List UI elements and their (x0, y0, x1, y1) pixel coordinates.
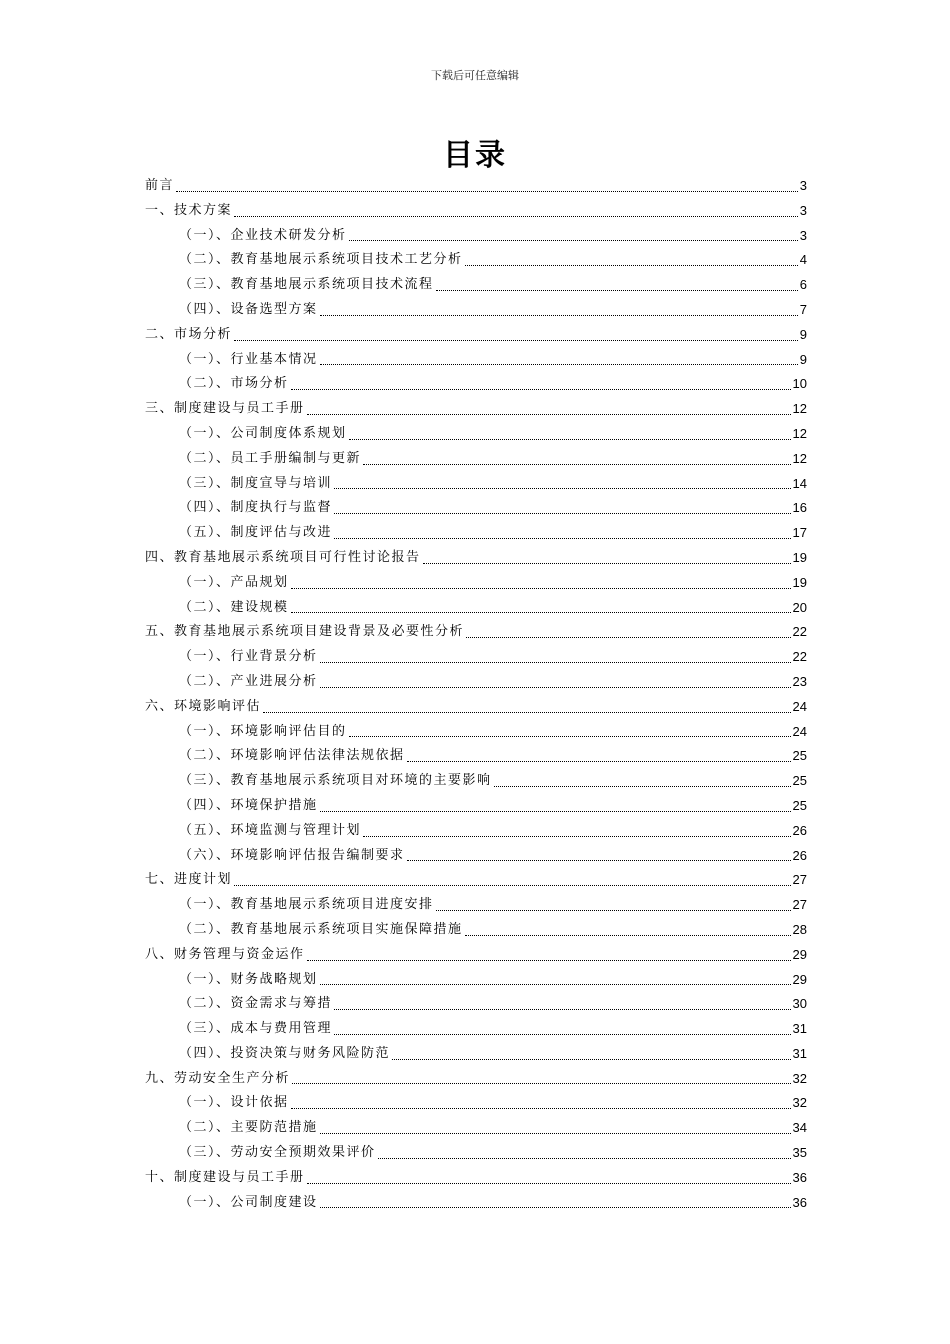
toc-entry-label: （四）、环境保护措施 (179, 797, 318, 813)
toc-dot-leader (436, 289, 798, 291)
toc-entry-label: （四）、投资决策与财务风险防范 (179, 1045, 391, 1061)
toc-entry[interactable] (145, 819, 807, 844)
toc-entry-label: （二）、员工手册编制与更新 (179, 450, 362, 466)
toc-entry-label: （四）、设备选型方案 (179, 301, 318, 317)
toc-entry[interactable] (145, 521, 807, 546)
toc-dot-leader (349, 735, 791, 737)
toc-entry-page-number: 14 (792, 475, 807, 491)
toc-entry-label: （二）、建设规模 (179, 599, 289, 615)
page-title: 目录 (443, 138, 507, 173)
toc-entry-label: （四）、制度执行与监督 (179, 500, 333, 516)
toc-entry-label: （三）、教育基地展示系统项目对环境的主要影响 (179, 773, 492, 789)
toc-entry-label: （五）、环境监测与管理计划 (179, 822, 362, 838)
toc-entry-label: （一）、产品规划 (179, 574, 289, 590)
toc-entry-page-number: 36 (792, 1194, 807, 1210)
toc-dot-leader (494, 785, 791, 787)
toc-entry-page-number: 9 (799, 326, 807, 342)
toc-dot-leader (176, 190, 798, 192)
toc-entry[interactable] (145, 199, 807, 224)
toc-entry-page-number: 29 (792, 971, 807, 987)
toc-dot-leader (320, 1132, 791, 1134)
toc-entry[interactable] (145, 348, 807, 373)
toc-entry[interactable] (145, 769, 807, 794)
toc-entry-label: 三、制度建设与员工手册 (145, 401, 305, 417)
toc-entry[interactable] (145, 868, 807, 893)
toc-entry[interactable] (145, 1191, 807, 1216)
toc-entry-label: 二、市场分析 (145, 326, 233, 342)
toc-dot-leader (291, 388, 791, 390)
toc-dot-leader (320, 314, 798, 316)
toc-entry-page-number: 27 (792, 897, 807, 913)
toc-entry[interactable] (145, 1042, 807, 1067)
toc-dot-leader (363, 835, 791, 837)
toc-entry-page-number: 3 (799, 202, 807, 218)
toc-entry[interactable] (145, 620, 807, 645)
toc-entry-label: （一）、公司制度体系规划 (179, 425, 347, 441)
toc-entry[interactable] (145, 1017, 807, 1042)
toc-entry[interactable] (145, 323, 807, 348)
header-note: 下载后可任意编辑 (431, 69, 519, 82)
toc-entry[interactable] (145, 174, 807, 199)
toc-entry[interactable] (145, 472, 807, 497)
toc-entry-label: （二）、市场分析 (179, 376, 289, 392)
toc-entry-label: （二）、主要防范措施 (179, 1120, 318, 1136)
toc-entry[interactable] (145, 695, 807, 720)
toc-dot-leader (465, 934, 791, 936)
toc-entry-label: 五、教育基地展示系统项目建设背景及必要性分析 (145, 624, 465, 640)
toc-entry[interactable] (145, 273, 807, 298)
toc-entry-page-number: 35 (792, 1145, 807, 1161)
toc-dot-leader (291, 587, 791, 589)
toc-entry-label: （一）、财务战略规划 (179, 971, 318, 987)
toc-entry-label: （二）、资金需求与筹措 (179, 996, 333, 1012)
toc-dot-leader (320, 686, 791, 688)
toc-dot-leader (307, 1182, 791, 1184)
toc-entry-page-number: 24 (792, 698, 807, 714)
toc-entry[interactable] (145, 1141, 807, 1166)
toc-entry-page-number: 32 (792, 1095, 807, 1111)
toc-entry[interactable] (145, 1091, 807, 1116)
toc-entry[interactable] (145, 372, 807, 397)
toc-dot-leader (407, 859, 791, 861)
toc-entry-label: （一）、环境影响评估目的 (179, 723, 347, 739)
toc-dot-leader (320, 363, 798, 365)
toc-dot-leader (263, 711, 791, 713)
toc-entry-label: （五）、制度评估与改进 (179, 525, 333, 541)
toc-dot-leader (378, 1157, 791, 1159)
toc-dot-leader (392, 1058, 791, 1060)
toc-entry-label: 七、进度计划 (145, 872, 233, 888)
toc-entry-page-number: 32 (792, 1070, 807, 1086)
toc-entry[interactable] (145, 1166, 807, 1191)
toc-entry[interactable] (145, 670, 807, 695)
toc-entry[interactable] (145, 918, 807, 943)
toc-entry-label: （二）、产业进展分析 (179, 673, 318, 689)
toc-entry[interactable] (145, 893, 807, 918)
toc-dot-leader (465, 264, 798, 266)
toc-entry-page-number: 23 (792, 673, 807, 689)
toc-entry[interactable] (145, 943, 807, 968)
toc-entry-label: 十、制度建设与员工手册 (145, 1169, 305, 1185)
toc-entry-label: （一）、教育基地展示系统项目进度安排 (179, 897, 434, 913)
toc-entry-page-number: 17 (792, 525, 807, 541)
toc-entry-page-number: 26 (792, 847, 807, 863)
toc-entry-label: 一、技术方案 (145, 202, 233, 218)
toc-entry[interactable] (145, 224, 807, 249)
toc-entry-page-number: 19 (792, 574, 807, 590)
toc-entry-page-number: 10 (792, 376, 807, 392)
toc-dot-leader (349, 438, 791, 440)
toc-entry[interactable] (145, 546, 807, 571)
toc-entry-label: （一）、行业背景分析 (179, 649, 318, 665)
toc-entry-label: 前言 (145, 178, 175, 193)
toc-dot-leader (291, 1107, 791, 1109)
toc-entry[interactable] (145, 992, 807, 1017)
toc-entry-page-number: 31 (792, 1045, 807, 1061)
toc-entry-page-number: 6 (799, 277, 807, 293)
toc-entry-label: （一）、行业基本情况 (179, 351, 318, 367)
toc-entry-page-number: 28 (792, 921, 807, 937)
toc-entry[interactable] (145, 1067, 807, 1092)
toc-dot-leader (234, 215, 798, 217)
toc-dot-leader (407, 760, 791, 762)
toc-entry-page-number: 24 (792, 723, 807, 739)
toc-entry-page-number: 4 (799, 252, 807, 268)
toc-dot-leader (423, 562, 791, 564)
toc-entry-label: 六、环境影响评估 (145, 698, 262, 714)
toc-entry[interactable] (145, 744, 807, 769)
toc-entry-label: （一）、公司制度建设 (179, 1194, 318, 1210)
toc-dot-leader (363, 463, 791, 465)
toc-entry[interactable] (145, 422, 807, 447)
toc-dot-leader (334, 512, 791, 514)
toc-dot-leader (292, 1082, 791, 1084)
toc-dot-leader (307, 413, 791, 415)
toc-entry-page-number: 20 (792, 599, 807, 615)
toc-entry[interactable] (145, 248, 807, 273)
toc-entry-page-number: 30 (792, 996, 807, 1012)
toc-dot-leader (349, 239, 798, 241)
toc-entry[interactable] (145, 298, 807, 323)
table-of-contents (145, 174, 807, 1215)
toc-entry[interactable] (145, 968, 807, 993)
toc-dot-leader (436, 909, 791, 911)
toc-entry-label: （三）、教育基地展示系统项目技术流程 (179, 277, 434, 293)
toc-entry-page-number: 34 (792, 1120, 807, 1136)
toc-dot-leader (320, 810, 791, 812)
toc-entry-label: 四、教育基地展示系统项目可行性讨论报告 (145, 549, 421, 565)
toc-entry-label: （二）、教育基地展示系统项目技术工艺分析 (179, 252, 463, 268)
toc-entry-label: （二）、环境影响评估法律法规依据 (179, 748, 405, 764)
toc-dot-leader (320, 983, 791, 985)
toc-entry[interactable] (145, 1116, 807, 1141)
toc-dot-leader (320, 1206, 791, 1208)
toc-dot-leader (234, 339, 798, 341)
toc-entry-label: （一）、设计依据 (179, 1095, 289, 1111)
toc-dot-leader (334, 537, 791, 539)
toc-entry-page-number: 22 (792, 649, 807, 665)
toc-dot-leader (334, 1008, 791, 1010)
toc-entry-page-number: 19 (792, 549, 807, 565)
toc-entry-page-number: 7 (799, 301, 807, 317)
toc-entry-page-number: 31 (792, 1021, 807, 1037)
toc-entry[interactable] (145, 645, 807, 670)
toc-dot-leader (307, 959, 791, 961)
toc-entry[interactable] (145, 720, 807, 745)
toc-entry-label: 九、劳动安全生产分析 (145, 1070, 291, 1086)
toc-entry-page-number: 12 (792, 450, 807, 466)
toc-dot-leader (291, 611, 791, 613)
toc-dot-leader (334, 487, 791, 489)
toc-entry-page-number: 16 (792, 500, 807, 516)
toc-entry-page-number: 26 (792, 822, 807, 838)
toc-dot-leader (466, 636, 791, 638)
toc-entry-page-number: 22 (792, 624, 807, 640)
toc-entry-label: （二）、教育基地展示系统项目实施保障措施 (179, 921, 463, 937)
toc-dot-leader (234, 884, 791, 886)
toc-dot-leader (320, 661, 791, 663)
toc-entry[interactable] (145, 571, 807, 596)
toc-entry-page-number: 12 (792, 425, 807, 441)
toc-entry-page-number: 27 (792, 872, 807, 888)
toc-entry-page-number: 36 (792, 1169, 807, 1185)
toc-entry-label: （三）、制度宣导与培训 (179, 475, 333, 491)
toc-entry[interactable] (145, 794, 807, 819)
toc-entry-page-number: 29 (792, 946, 807, 962)
toc-entry-page-number: 25 (792, 797, 807, 813)
toc-entry[interactable] (145, 844, 807, 869)
toc-entry-page-number: 3 (799, 227, 807, 243)
toc-entry-label: （三）、劳动安全预期效果评价 (179, 1145, 376, 1161)
toc-entry[interactable] (145, 496, 807, 521)
toc-entry[interactable] (145, 397, 807, 422)
toc-entry-label: 八、财务管理与资金运作 (145, 946, 305, 962)
toc-entry-label: （六）、环境影响评估报告编制要求 (179, 847, 405, 863)
toc-entry-page-number: 3 (799, 178, 807, 193)
toc-entry-page-number: 25 (792, 773, 807, 789)
toc-entry[interactable] (145, 596, 807, 621)
toc-entry-page-number: 25 (792, 748, 807, 764)
toc-entry[interactable] (145, 447, 807, 472)
toc-dot-leader (334, 1033, 791, 1035)
toc-entry-page-number: 12 (792, 401, 807, 417)
toc-entry-label: （三）、成本与费用管理 (179, 1021, 333, 1037)
toc-entry-page-number: 9 (799, 351, 807, 367)
toc-entry-label: （一）、企业技术研发分析 (179, 227, 347, 243)
